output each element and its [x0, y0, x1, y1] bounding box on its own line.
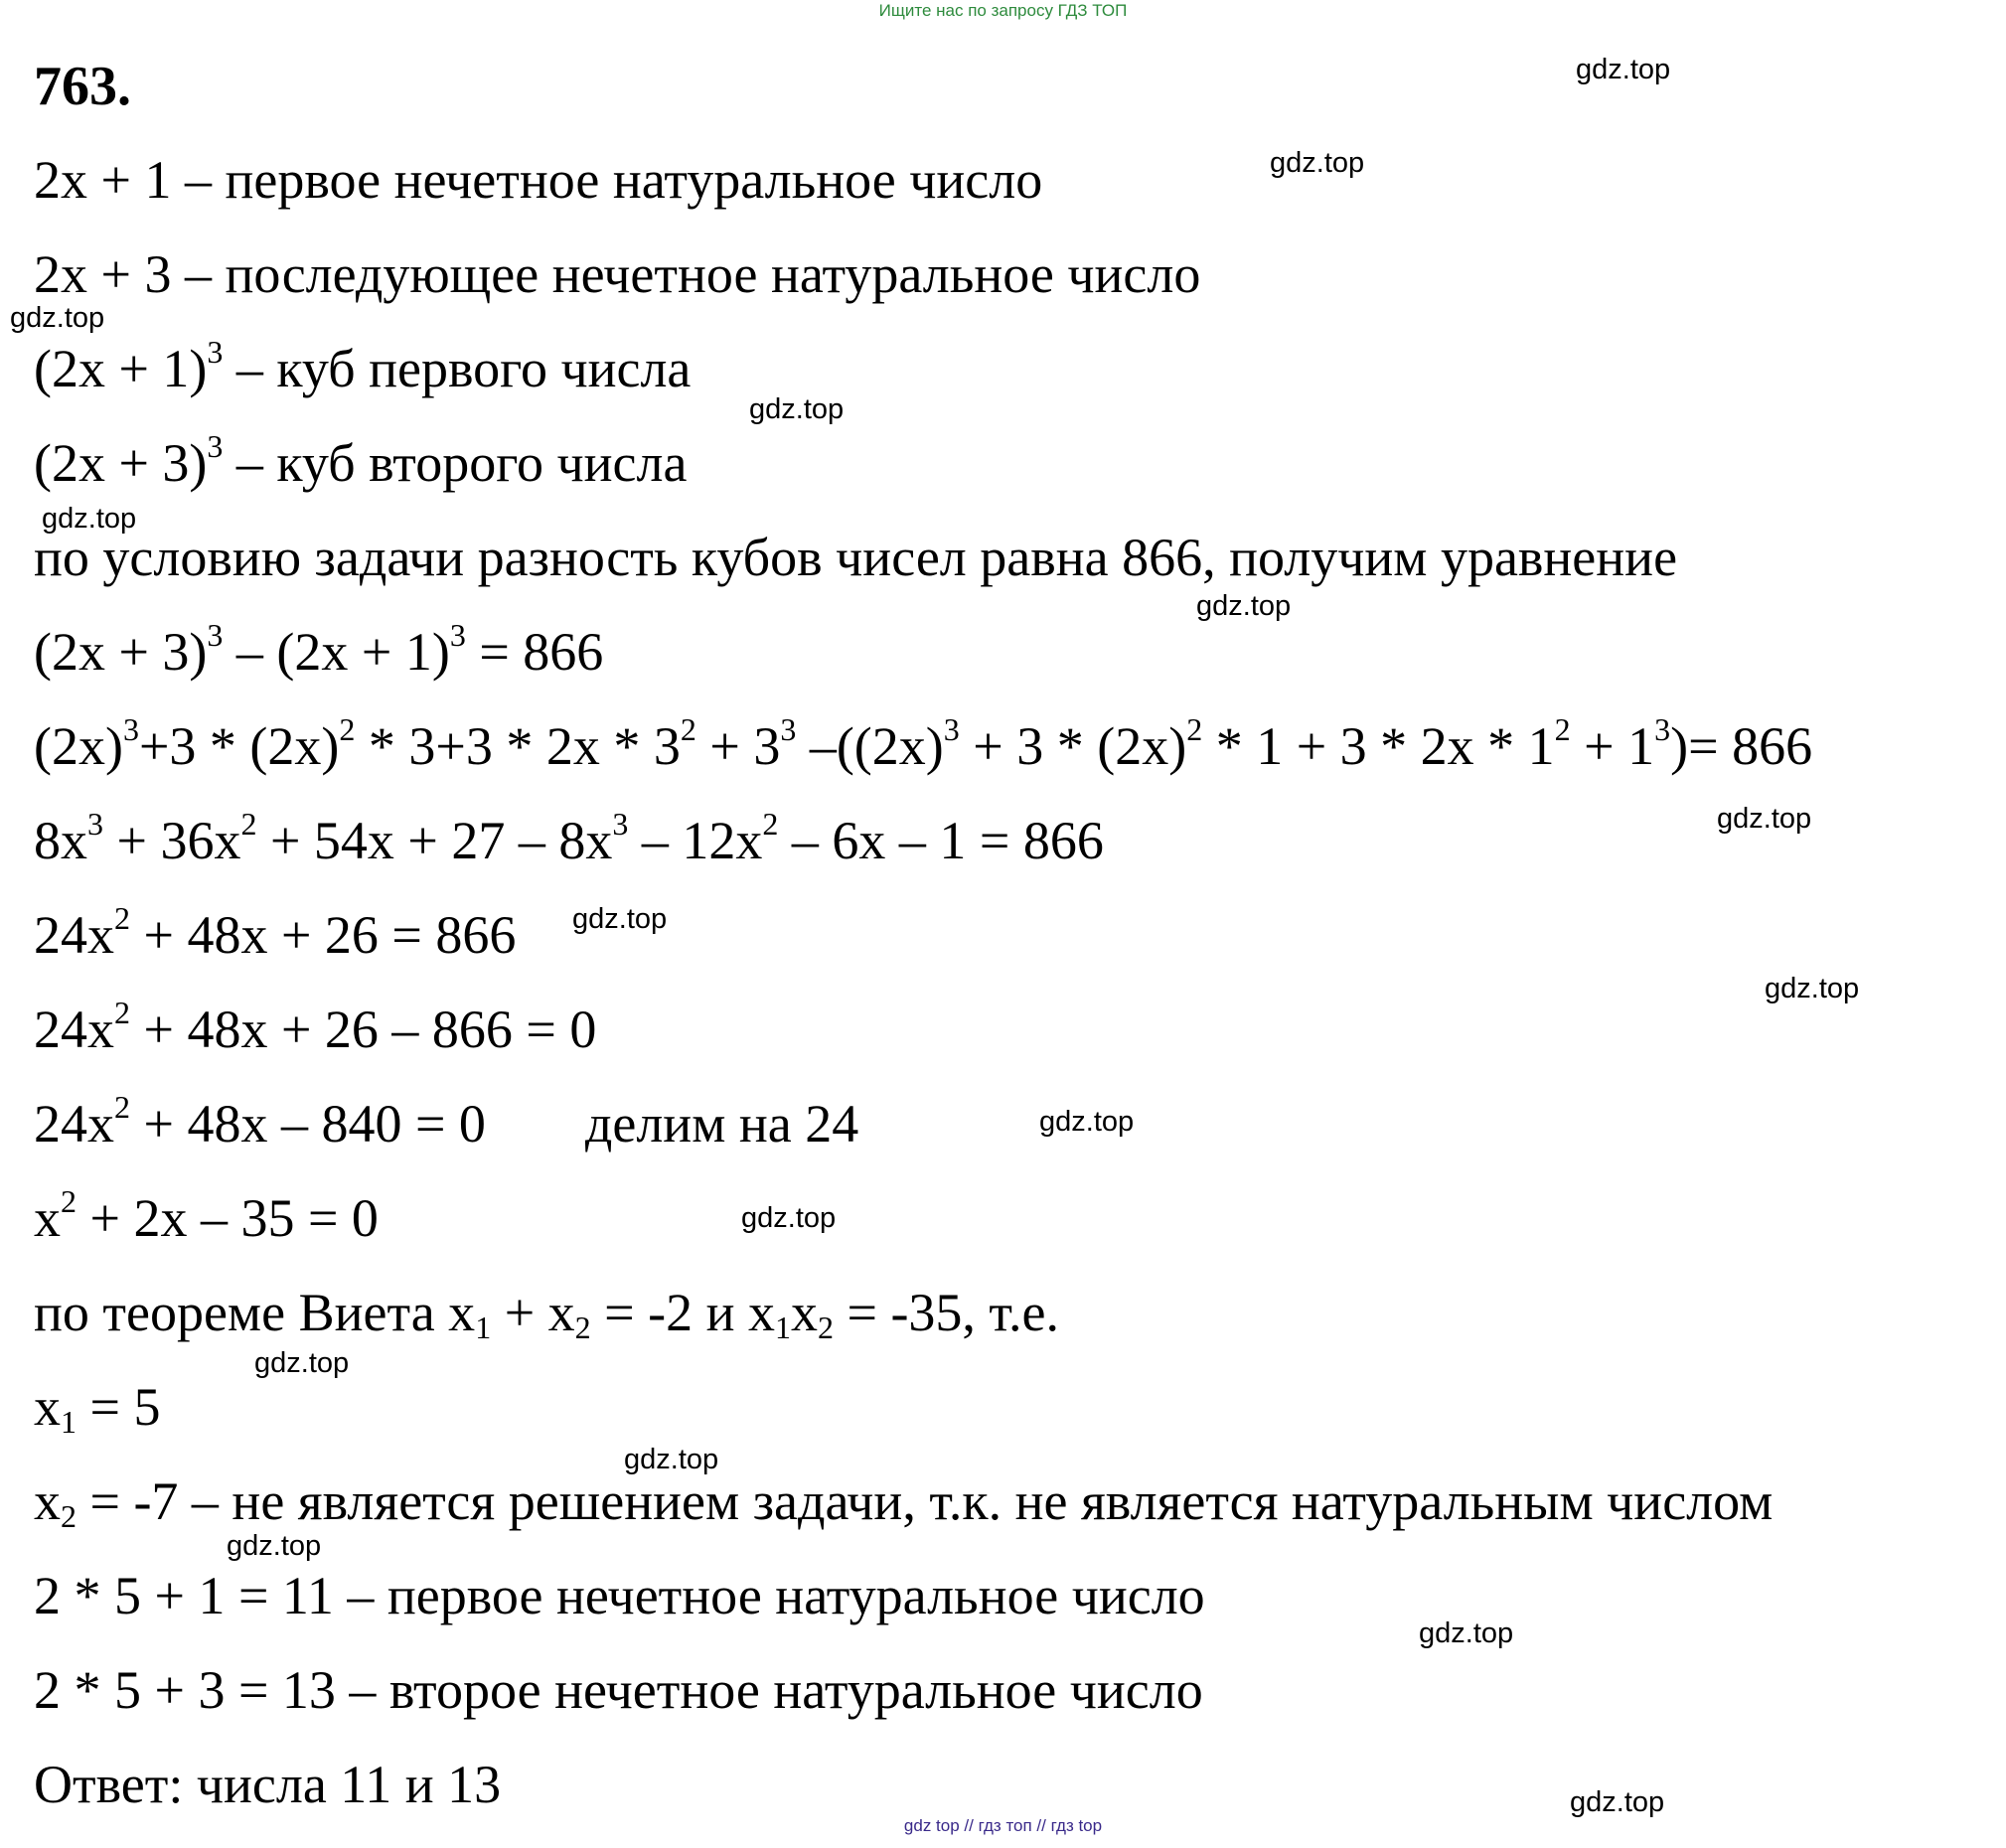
watermark: gdz.top	[254, 1347, 350, 1379]
equation-line-10: $24x^2 + 48x + 26 - 866 = 0$	[34, 995, 597, 1059]
watermark: gdz.top	[749, 393, 845, 425]
first-number-line: 2 * 5 + 1 = 11 – первое нечетное натуральное число	[34, 1566, 1205, 1625]
vieta-line: по теореме Виета $x_1 + x_2 = -2$ и $x_1x_2 = -35$, т.е.	[34, 1283, 1059, 1345]
watermark: gdz.top	[1717, 803, 1812, 835]
watermark: gdz.top	[624, 1444, 719, 1475]
equation-line-6: $(2x + 3)^3 - (2x + 1)^3 = 866$	[34, 617, 604, 682]
equation-line-11: $24x^2 + 48x - 840 = 0$ делим на 24	[34, 1089, 859, 1154]
second-number-line: 2 * 5 + 3 = 13 – второе нечетное натуральное число	[34, 1660, 1203, 1720]
solution-line-1: 2x + 1 – первое нечетное натуральное число	[34, 150, 1043, 210]
watermark: gdz.top	[572, 903, 668, 935]
watermark: gdz.top	[1419, 1617, 1514, 1649]
watermark: gdz.top	[1570, 1786, 1665, 1818]
root-x2-line: $x_2 = -7$ – не является решением задачи, т.к. не является натуральным числом	[34, 1471, 1774, 1534]
watermark: gdz.top	[741, 1202, 837, 1234]
watermark: gdz.top	[42, 503, 137, 535]
equation-line-9: $24x^2 + 48x + 26 = 866$	[34, 900, 517, 965]
solution-line-2: 2x + 3 – последующее нечетное натуральное число	[34, 244, 1201, 304]
watermark: gdz.top	[227, 1530, 322, 1562]
equation-line-8: $8x^3 + 36x^2 + 54x + 27 - 8x^3 - 12x^2 - 6x - 1 = 866$	[34, 806, 1104, 870]
root-x1-line: $x_1 = 5$	[34, 1377, 161, 1440]
solution-line-5: по условию задачи разность кубов чисел равна 866, получим уравнение	[34, 528, 1678, 587]
bottom-banner: gdz top // гдз топ // гдз top	[903, 1816, 1103, 1835]
watermark: gdz.top	[10, 302, 105, 334]
watermark: gdz.top	[1039, 1106, 1135, 1138]
watermark: gdz.top	[1765, 973, 1860, 1004]
watermark: gdz.top	[1270, 147, 1365, 179]
equation-line-7: $(2x)^3+3 * (2x)^2 * 3+3 * 2x * 3^2 + 3^3$ $-((2x)^3 + 3 * (2x)^2 * 1 + 3 * 2x * 1^2 + 1^3)= 866$	[34, 711, 1813, 776]
solution-line-4: $(2x + 3)^3$ – куб второго числа	[34, 428, 688, 493]
watermark: gdz.top	[1196, 590, 1292, 622]
solution-line-3: $(2x + 1)^3$ – куб первого числа	[34, 334, 692, 398]
answer-line: Ответ: числа 11 и 13	[34, 1755, 502, 1814]
watermark: gdz.top	[1576, 54, 1671, 85]
problem-number: 763.	[34, 56, 131, 117]
top-banner: Ищите нас по запросу ГДЗ ТОП	[878, 1, 1128, 20]
equation-line-12: $x^2 + 2x - 35 = 0$	[34, 1183, 379, 1248]
